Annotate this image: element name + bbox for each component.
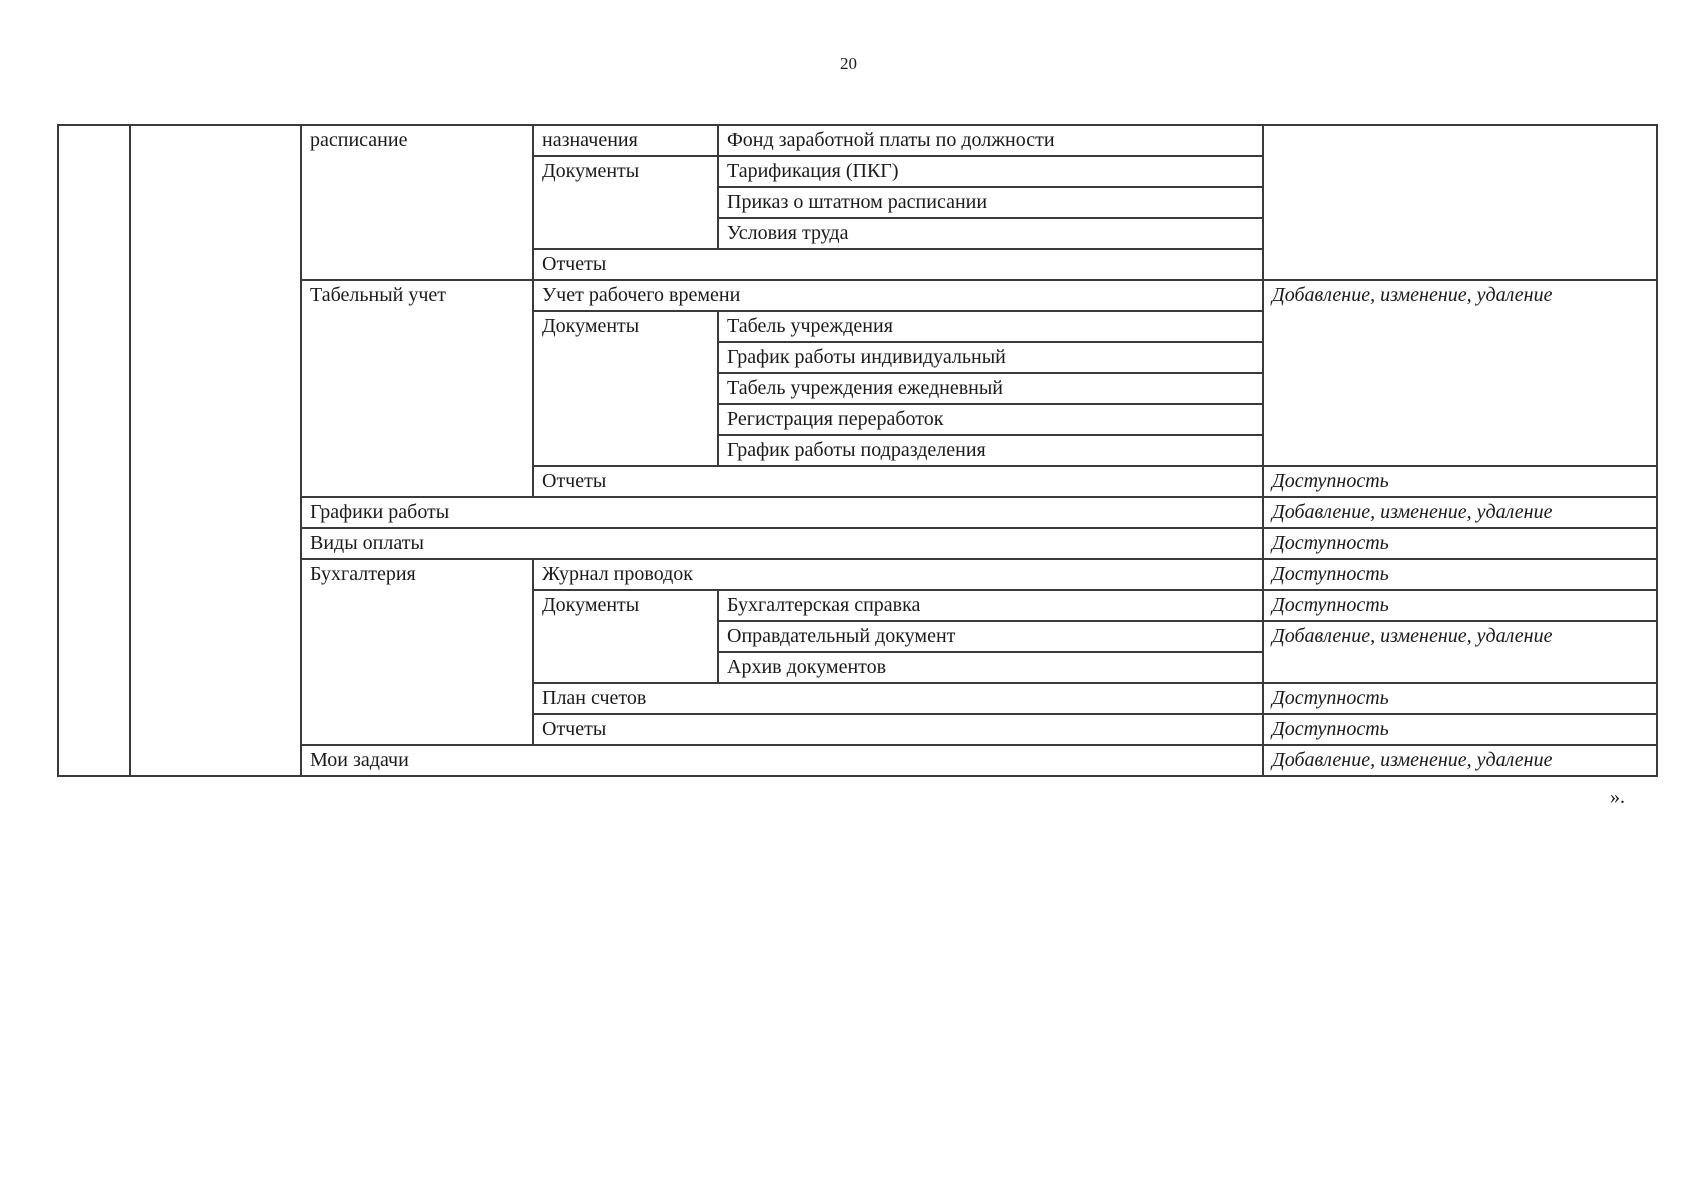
access-cell-chart-of-accounts: Доступность	[1263, 683, 1657, 714]
subsection-staff-reports: Отчеты	[533, 249, 1263, 280]
access-cell-accounting-documents: Добавление, изменение, удаление	[1263, 621, 1657, 683]
table-row	[58, 125, 1657, 156]
document-item: Бухгалтерская справка	[718, 590, 1263, 621]
section-staff-schedule: расписание	[301, 125, 533, 280]
item-salary-fund: Фонд заработной платы по должности	[718, 125, 1263, 156]
subsection-journal: Журнал проводок	[533, 559, 1263, 590]
access-cell-staff-schedule	[1263, 125, 1657, 280]
document-item: График работы подразделения	[718, 435, 1263, 466]
document-item: Тарификация (ПКГ)	[718, 156, 1263, 187]
access-cell-payment-types: Доступность	[1263, 528, 1657, 559]
subsection-staff-documents: Документы	[533, 156, 718, 249]
document-item: Оправдательный документ	[718, 621, 1263, 652]
access-cell-timesheet-reports: Доступность	[1263, 466, 1657, 497]
access-cell-accounting-reports: Доступность	[1263, 714, 1657, 745]
closing-quote-mark: ».	[1610, 786, 1625, 808]
subsection-purpose: назначения	[533, 125, 718, 156]
section-timesheet: Табельный учет	[301, 280, 533, 497]
subsection-accounting-reports: Отчеты	[533, 714, 1263, 745]
document-item: Табель учреждения ежедневный	[718, 373, 1263, 404]
subsection-accounting-documents: Документы	[533, 590, 718, 683]
number-column-cell	[58, 125, 130, 776]
access-cell-journal: Доступность	[1263, 559, 1657, 590]
section-work-schedules: Графики работы	[301, 497, 1263, 528]
document-item: Регистрация переработок	[718, 404, 1263, 435]
section-accounting: Бухгалтерия	[301, 559, 533, 745]
subsection-work-time: Учет рабочего времени	[533, 280, 1263, 311]
role-column-cell	[130, 125, 301, 776]
access-cell-accounting-certificate: Доступность	[1263, 590, 1657, 621]
access-cell-timesheet-documents: Добавление, изменение, удаление	[1263, 280, 1657, 466]
document-item: Условия труда	[718, 218, 1263, 249]
access-rights-table	[57, 124, 1658, 777]
access-cell-my-tasks: Добавление, изменение, удаление	[1263, 745, 1657, 776]
access-cell-work-schedules: Добавление, изменение, удаление	[1263, 497, 1657, 528]
page-number: 20	[840, 54, 857, 73]
document-item: График работы индивидуальный	[718, 342, 1263, 373]
subsection-chart-of-accounts: План счетов	[533, 683, 1263, 714]
section-my-tasks: Мои задачи	[301, 745, 1263, 776]
document-item: Табель учреждения	[718, 311, 1263, 342]
subsection-timesheet-documents: Документы	[533, 311, 718, 466]
section-payment-types: Виды оплаты	[301, 528, 1263, 559]
document-item: Приказ о штатном расписании	[718, 187, 1263, 218]
subsection-timesheet-reports: Отчеты	[533, 466, 1263, 497]
document-item: Архив документов	[718, 652, 1263, 683]
